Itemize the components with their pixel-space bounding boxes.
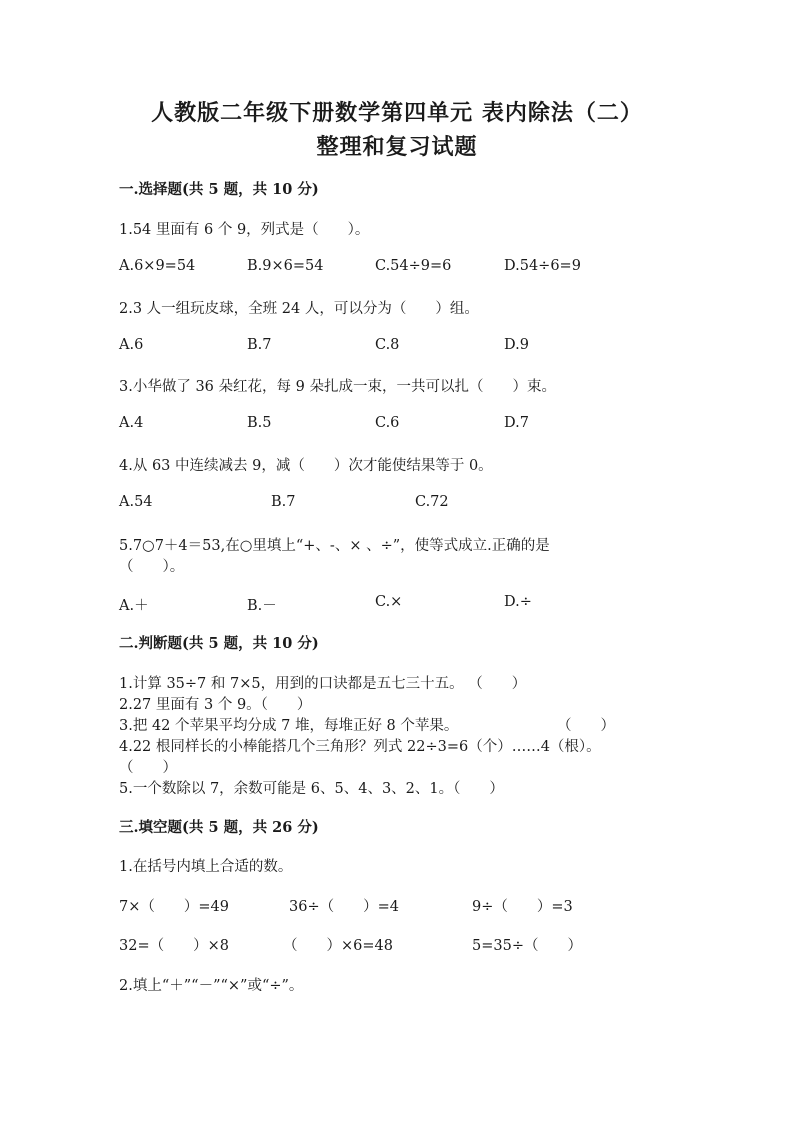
option-c: C.6 xyxy=(375,415,400,431)
option-d: D.54÷6=9 xyxy=(504,258,581,274)
option-a: A.6×9=54 xyxy=(119,258,196,274)
section-heading-judge: 二.判断题(共 5 题，共 10 分) xyxy=(119,635,319,652)
section-heading-fill: 三.填空题(共 5 题，共 26 分) xyxy=(119,819,319,836)
judge-item: 2.27 里面有 3 个 9。（ ） xyxy=(119,697,312,713)
judge-item: 3.把 42 个苹果平均分成 7 堆，每堆正好 8 个苹果。 xyxy=(119,718,459,734)
fill-blank-expression: 36÷（ ）=4 xyxy=(289,899,399,915)
option-b: B.9×6=54 xyxy=(247,258,324,274)
question-text: 2.3 人一组玩皮球，全班 24 人，可以分为（ ）组。 xyxy=(119,301,479,317)
fill-blank-expression: （ ）×6=48 xyxy=(283,938,393,954)
option-d: D.9 xyxy=(504,337,529,353)
question-text: 1.54 里面有 6 个 9，列式是（ ）。 xyxy=(119,222,370,238)
option-a: A.＋ xyxy=(119,598,149,614)
fill-blank-expression: 9÷（ ）=3 xyxy=(472,899,573,915)
fill-question: 1.在括号内填上合适的数。 xyxy=(119,859,293,875)
judge-item: 1.计算 35÷7 和 7×5，用到的口诀都是五七三十五。 （ ） xyxy=(119,676,527,692)
page-subtitle: 整理和复习试题 xyxy=(316,134,478,160)
option-d: D.7 xyxy=(504,415,529,431)
option-c: C.72 xyxy=(415,494,449,510)
judge-answer-bracket: （ ） xyxy=(557,718,615,734)
question-text: 5.7○7＋4＝53,在○里填上“+、-、× 、÷”，使等式成立.正确的是 xyxy=(119,538,550,554)
question-text: 3.小华做了 36 朵红花，每 9 朵扎成一束，一共可以扎（ ）束。 xyxy=(119,379,556,395)
option-b: B.5 xyxy=(247,415,272,431)
fill-question: 2.填上“＋”“－”“×”或“÷”。 xyxy=(119,978,304,994)
page-title: 人教版二年级下册数学第四单元 表内除法（二） xyxy=(151,100,643,126)
option-a: A.54 xyxy=(119,494,153,510)
option-c: C.8 xyxy=(375,337,400,353)
question-text: 4.从 63 中连续减去 9，减（ ）次才能使结果等于 0。 xyxy=(119,458,493,474)
option-b: B.7 xyxy=(247,337,272,353)
fill-blank-expression: 7×（ ）=49 xyxy=(119,899,229,915)
option-b: B.－ xyxy=(247,598,277,614)
judge-item: 4.22 根同样长的小棒能搭几个三角形？列式 22÷3=6（个）……4（根）。 xyxy=(119,739,601,755)
option-a: A.4 xyxy=(119,415,144,431)
judge-answer-bracket: （ ） xyxy=(119,760,177,776)
option-b: B.7 xyxy=(271,494,296,510)
option-c: C.× xyxy=(375,594,403,610)
option-d: D.÷ xyxy=(504,594,532,610)
fill-blank-expression: 5=35÷（ ） xyxy=(472,938,582,954)
option-a: A.6 xyxy=(119,337,144,353)
judge-item: 5.一个数除以 7，余数可能是 6、5、4、3、2、1。（ ） xyxy=(119,781,504,797)
fill-blank-expression: 32=（ ）×8 xyxy=(119,938,229,954)
option-c: C.54÷9=6 xyxy=(375,258,452,274)
question-text-continued: （ ）。 xyxy=(119,559,185,575)
section-heading-choice: 一.选择题(共 5 题，共 10 分) xyxy=(119,181,319,198)
